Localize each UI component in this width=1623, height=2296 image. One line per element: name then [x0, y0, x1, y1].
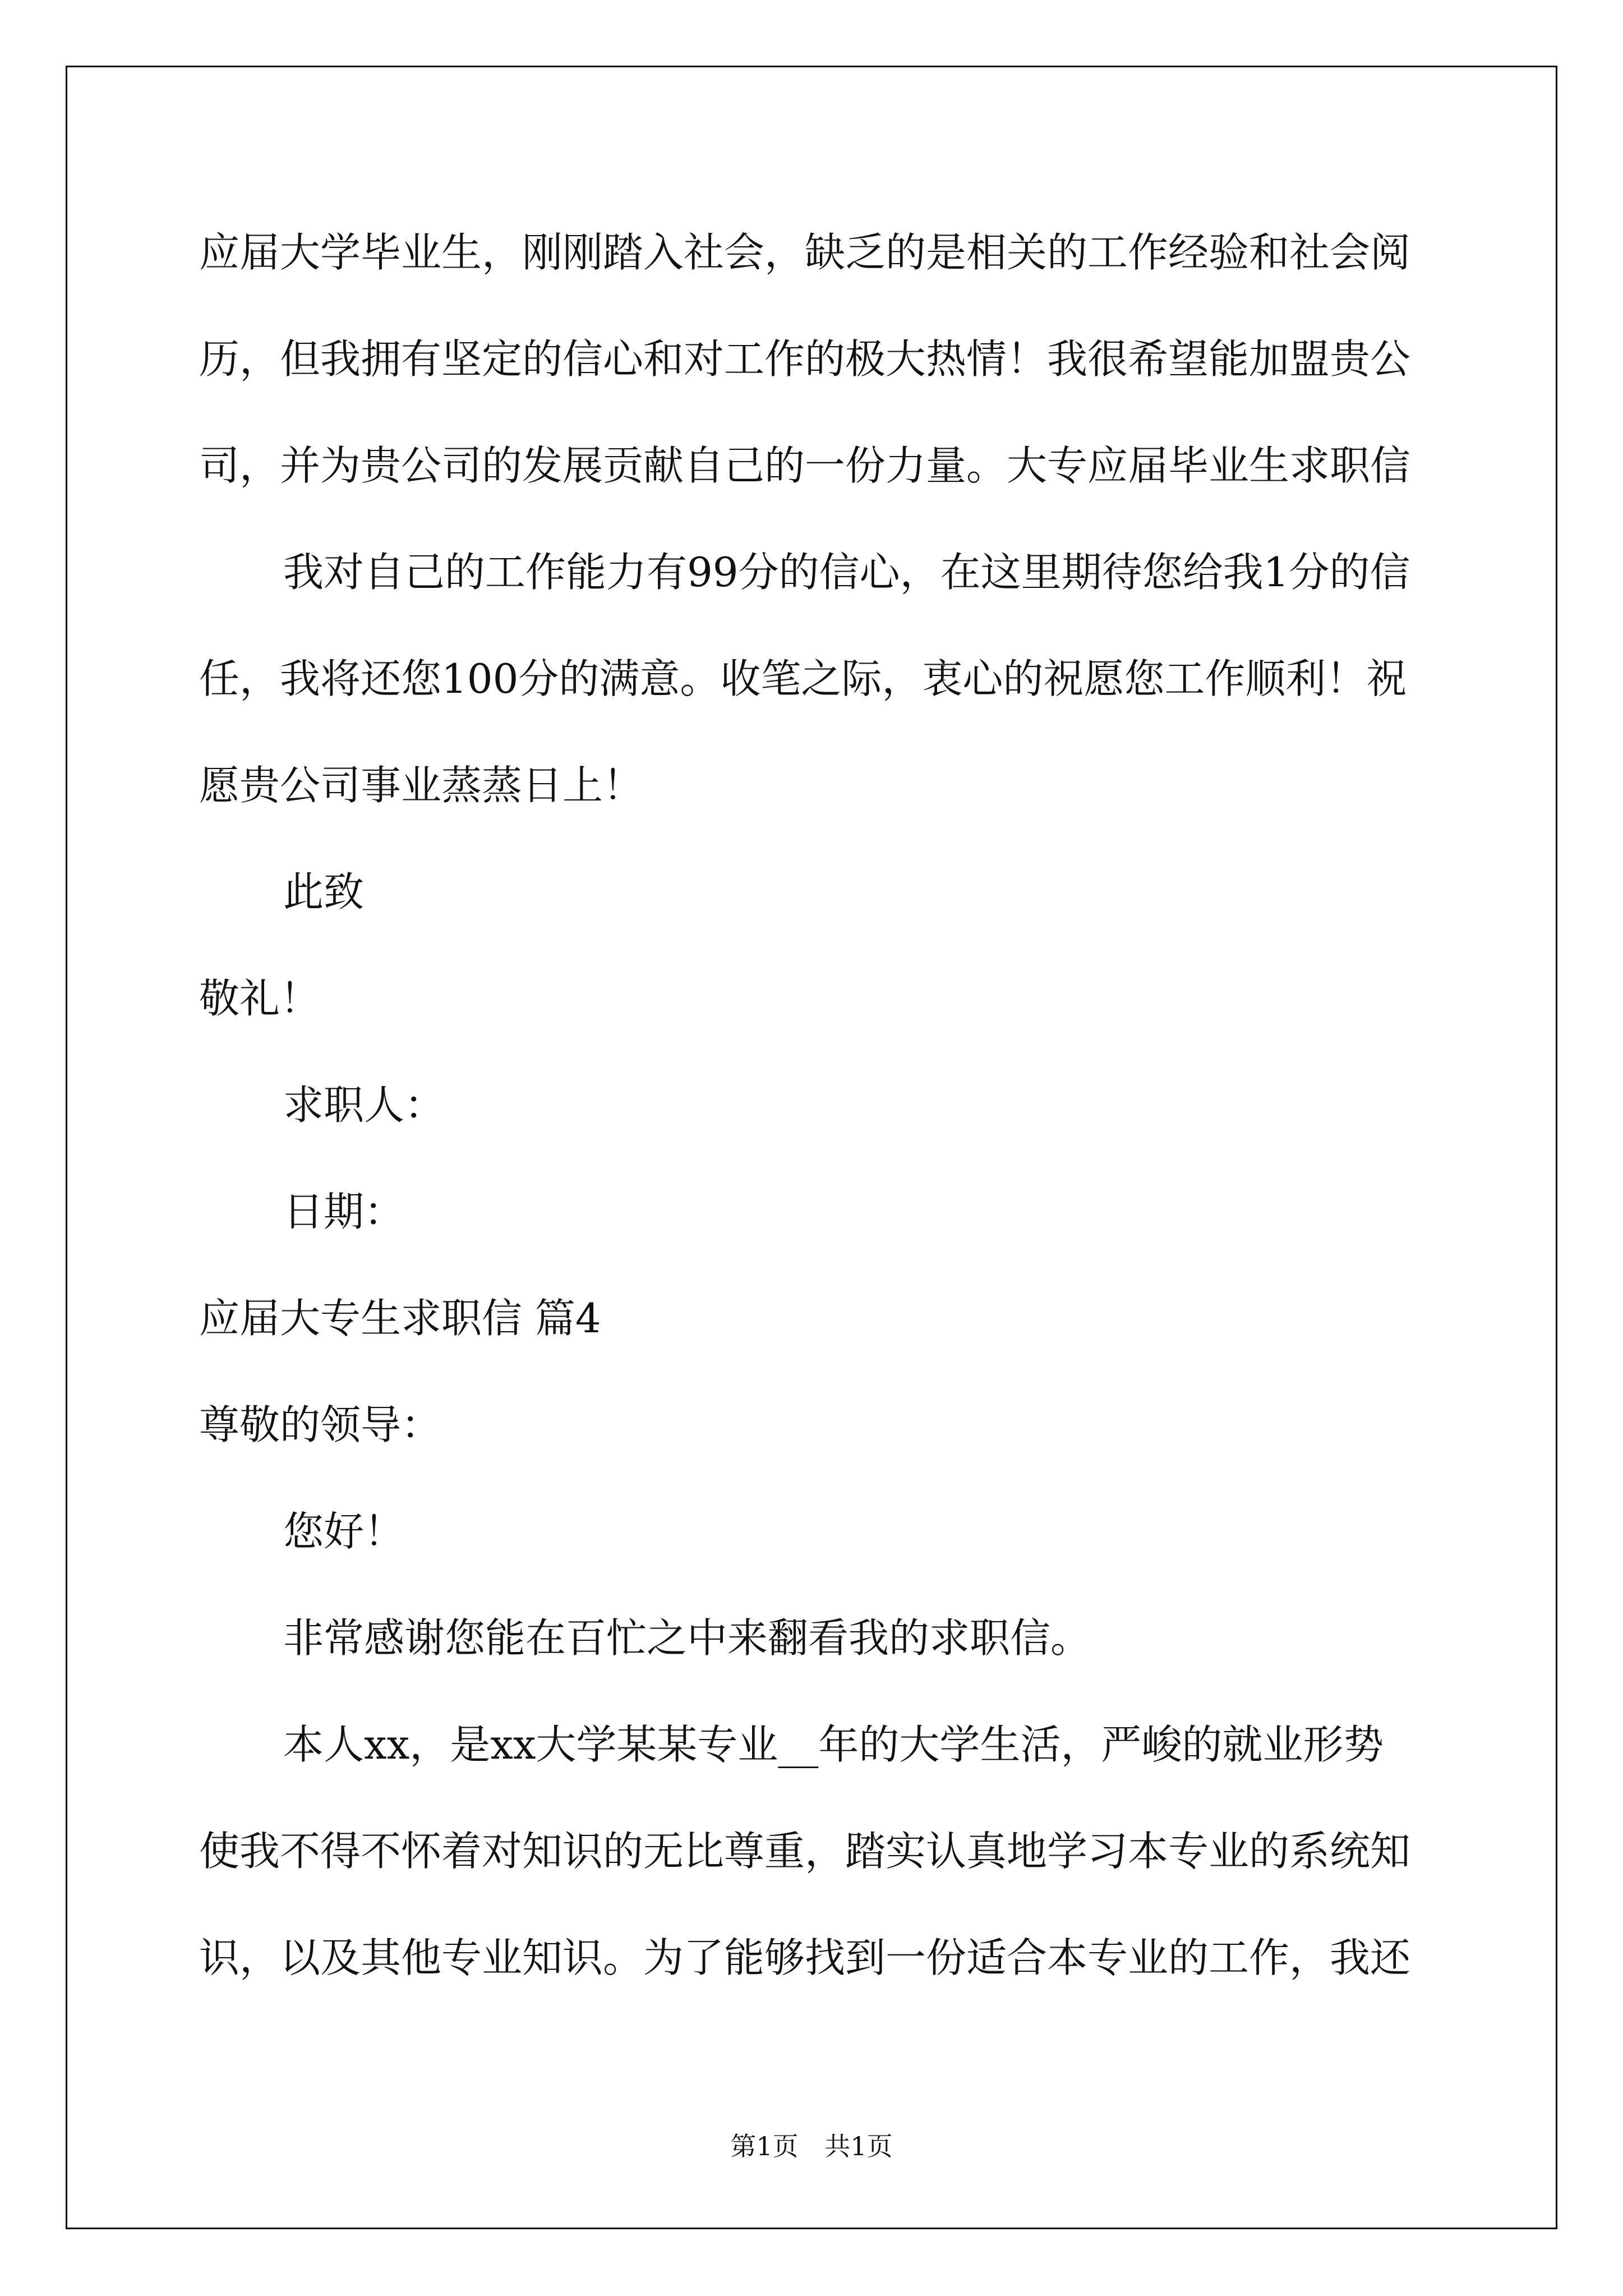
- page-total: 共1页: [824, 2131, 893, 2161]
- body-line-17: 识，以及其他专业知识。为了能够找到一份适合本专业的工作，我还: [199, 1934, 1411, 1981]
- applicant-label: 求职人：: [283, 1082, 445, 1129]
- letter-greeting: 您好！: [283, 1508, 405, 1555]
- letter-addressee: 尊敬的领导：: [199, 1401, 442, 1448]
- body-line-5: 任，我将还您100分的满意。收笔之际，衷心的祝愿您工作顺利！祝: [199, 655, 1407, 702]
- body-line-1: 应届大学毕业生，刚刚踏入社会，缺乏的是相关的工作经验和社会阅: [199, 229, 1411, 276]
- section-heading: 应届大专生求职信 篇4: [199, 1295, 601, 1342]
- body-line-6: 愿贵公司事业蒸蒸日上！: [199, 762, 644, 809]
- page-footer: [0, 2126, 1623, 2163]
- date-label: 日期：: [283, 1188, 405, 1235]
- body-line-4: 我对自己的工作能力有99分的信心，在这里期待您给我1分的信: [283, 549, 1410, 596]
- page-number: 第1页: [730, 2131, 799, 2161]
- body-line-2: 历，但我拥有坚定的信心和对工作的极大热情！我很希望能加盟贵公: [199, 335, 1411, 383]
- body-line-16: 使我不得不怀着对知识的无比尊重，踏实认真地学习本专业的系统知: [199, 1828, 1411, 1875]
- body-line-3: 司，并为贵公司的发展贡献自己的一份力量。大专应届毕业生求职信: [199, 442, 1411, 489]
- closing-salutation: 此致: [283, 868, 365, 915]
- page-border: [66, 66, 1557, 2229]
- body-line-14: 非常感谢您能在百忙之中来翻看我的求职信。: [283, 1614, 1091, 1662]
- closing-regards: 敬礼！: [199, 975, 321, 1022]
- body-line-15: 本人xx，是xx大学某某专业__年的大学生活，严峻的就业形势: [283, 1721, 1384, 1768]
